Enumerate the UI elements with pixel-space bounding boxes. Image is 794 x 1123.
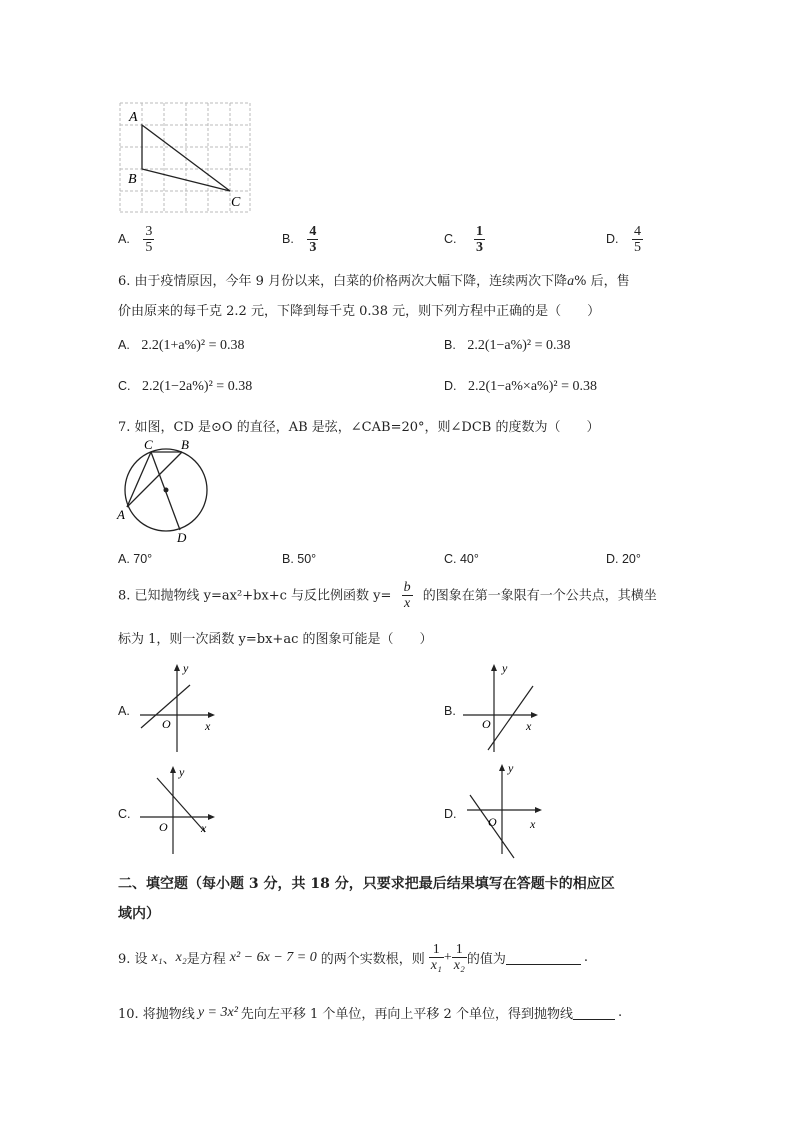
q5-option-a [118, 224, 154, 256]
origin-label: O [162, 717, 171, 731]
point-d-label: D [177, 530, 187, 545]
option-label: A. [118, 338, 130, 352]
q7-option-c: C. 40° [444, 552, 479, 566]
q8-graph-c [135, 762, 225, 857]
frac-den: x₂ [453, 958, 465, 974]
option-expr: 2.2(1+a%)² = 0.38 [141, 338, 245, 353]
option-label: C. [444, 232, 457, 247]
frac-num: 1 [476, 224, 483, 239]
frac-num: 1 [452, 942, 467, 958]
option-expr: 2.2(1−a%×a%)² = 0.38 [468, 379, 597, 394]
q6-option-d [444, 379, 597, 395]
frac-den: x [402, 595, 413, 611]
frac-den: 3 [476, 240, 483, 256]
frac-den: 5 [634, 240, 641, 256]
q8-graph-b [458, 660, 548, 755]
q9-text: 9. 设 [118, 952, 148, 968]
section-2-heading-line-1: 二、填空题（每小题 3 分，共 18 分，只要求把最后结果填写在答题卡的相应区 [118, 876, 615, 892]
q9-text: 、 [162, 952, 176, 968]
q9-text: 的两个实数根，则 [320, 952, 425, 968]
point-c-label: C [144, 437, 153, 452]
q9-line [118, 942, 588, 974]
q7-option-a: A. 70° [118, 552, 153, 566]
q5-option-b [282, 224, 318, 256]
frac-num: 4 [309, 224, 317, 239]
q9-text: 的值为 [466, 952, 506, 968]
option-label: B. [282, 232, 294, 247]
q9-x1: x₁ [151, 949, 163, 965]
point-c-label: C [231, 195, 241, 210]
q10-text: 先向左平移 1 个单位，再向上平移 2 个单位，得到抛物线 [240, 1007, 573, 1022]
frac-num: b [403, 580, 411, 595]
q5-option-d [606, 224, 643, 256]
q9-text: 是方程 [186, 952, 226, 968]
q6-option-a [118, 338, 245, 354]
option-label: D. [606, 232, 619, 247]
x-axis-label: x [201, 821, 207, 835]
point-b-label: B [181, 437, 189, 452]
q9-x2: x₂ [175, 949, 187, 965]
frac-den: x₁ [430, 958, 442, 974]
option-expr: 2.2(1−a%)² = 0.38 [467, 338, 571, 353]
point-a-label: A [129, 110, 138, 125]
q10-equation: y = 3x² [197, 1004, 238, 1020]
frac-num: 3 [145, 224, 153, 239]
origin-label: O [159, 820, 168, 834]
q8-graph-d-label: D. [444, 807, 457, 821]
origin-label: O [488, 815, 497, 829]
q8-line-2: 标为 1，则一次函数 y=bx+ac 的图象可能是（ ） [118, 632, 433, 647]
origin-label: O [482, 717, 491, 731]
x-axis-label: x [205, 719, 211, 733]
q7-text: 7. 如图，CD 是⊙O 的直径，AB 是弦，∠CAB=20°，则∠DCB 的度数为（ ） [118, 420, 600, 435]
q6-var-a: a [567, 274, 575, 289]
option-label: C. [118, 379, 131, 393]
q7-circle-figure [115, 435, 220, 545]
q5-option-c [444, 224, 485, 256]
option-label: A. [118, 232, 130, 247]
q6-option-c [118, 379, 252, 395]
frac-den: 3 [309, 240, 317, 256]
q8-text: 的图象在第一象限有一个公共点，其横坐 [422, 588, 657, 604]
q10-text: 10. 将抛物线 [118, 1007, 195, 1022]
q8-graph-b-label: B. [444, 704, 456, 718]
q6-line-1 [118, 270, 630, 290]
y-axis-label: y [502, 661, 508, 675]
q10-period: . [617, 1005, 623, 1020]
section-2-heading-line-2: 域内） [118, 906, 160, 922]
option-expr: 2.2(1−2a%)² = 0.38 [142, 379, 253, 394]
q10-line [118, 1003, 622, 1022]
q6-line-2: 价由原来的每千克 2.2 元，下降到每千克 0.38 元，则下列方程中正确的是（ ） [118, 304, 601, 319]
q8-graph-c-label: C. [118, 807, 131, 821]
y-axis-label: y [508, 761, 514, 775]
q9-plus: + [443, 949, 452, 965]
q10-answer-blank[interactable] [573, 1005, 615, 1020]
option-label: D. [444, 379, 457, 393]
q9-answer-blank[interactable] [506, 950, 581, 965]
x-axis-label: x [530, 817, 536, 831]
q8-text: 8. 已知抛物线 y=ax²+bx+c 与反比例函数 y= [118, 588, 392, 604]
frac-num: 4 [634, 224, 641, 239]
q5-grid-figure [110, 95, 260, 220]
frac-den: 5 [145, 240, 153, 256]
x-axis-label: x [526, 719, 532, 733]
frac-num: 1 [429, 942, 444, 958]
q7-option-b: B. 50° [282, 552, 317, 566]
q8-graph-a-label: A. [118, 704, 130, 718]
q8-line-1 [118, 580, 657, 612]
point-a-label: A [117, 507, 125, 522]
q9-equation: x² − 6x − 7 = 0 [229, 949, 317, 965]
point-b-label: B [128, 172, 137, 187]
q8-graph-d [462, 760, 552, 860]
q9-period: . [583, 950, 588, 966]
y-axis-label: y [179, 765, 185, 779]
q7-option-d: D. 20° [606, 552, 641, 566]
q6-option-b [444, 338, 571, 354]
q8-graph-a [135, 660, 225, 755]
y-axis-label: y [183, 661, 189, 675]
option-label: B. [444, 338, 456, 352]
q6-text: % 后，售 [574, 274, 630, 289]
q6-text: 6. 由于疫情原因，今年 9 月份以来，白菜的价格两次大幅下降，连续两次下降 [118, 274, 568, 289]
